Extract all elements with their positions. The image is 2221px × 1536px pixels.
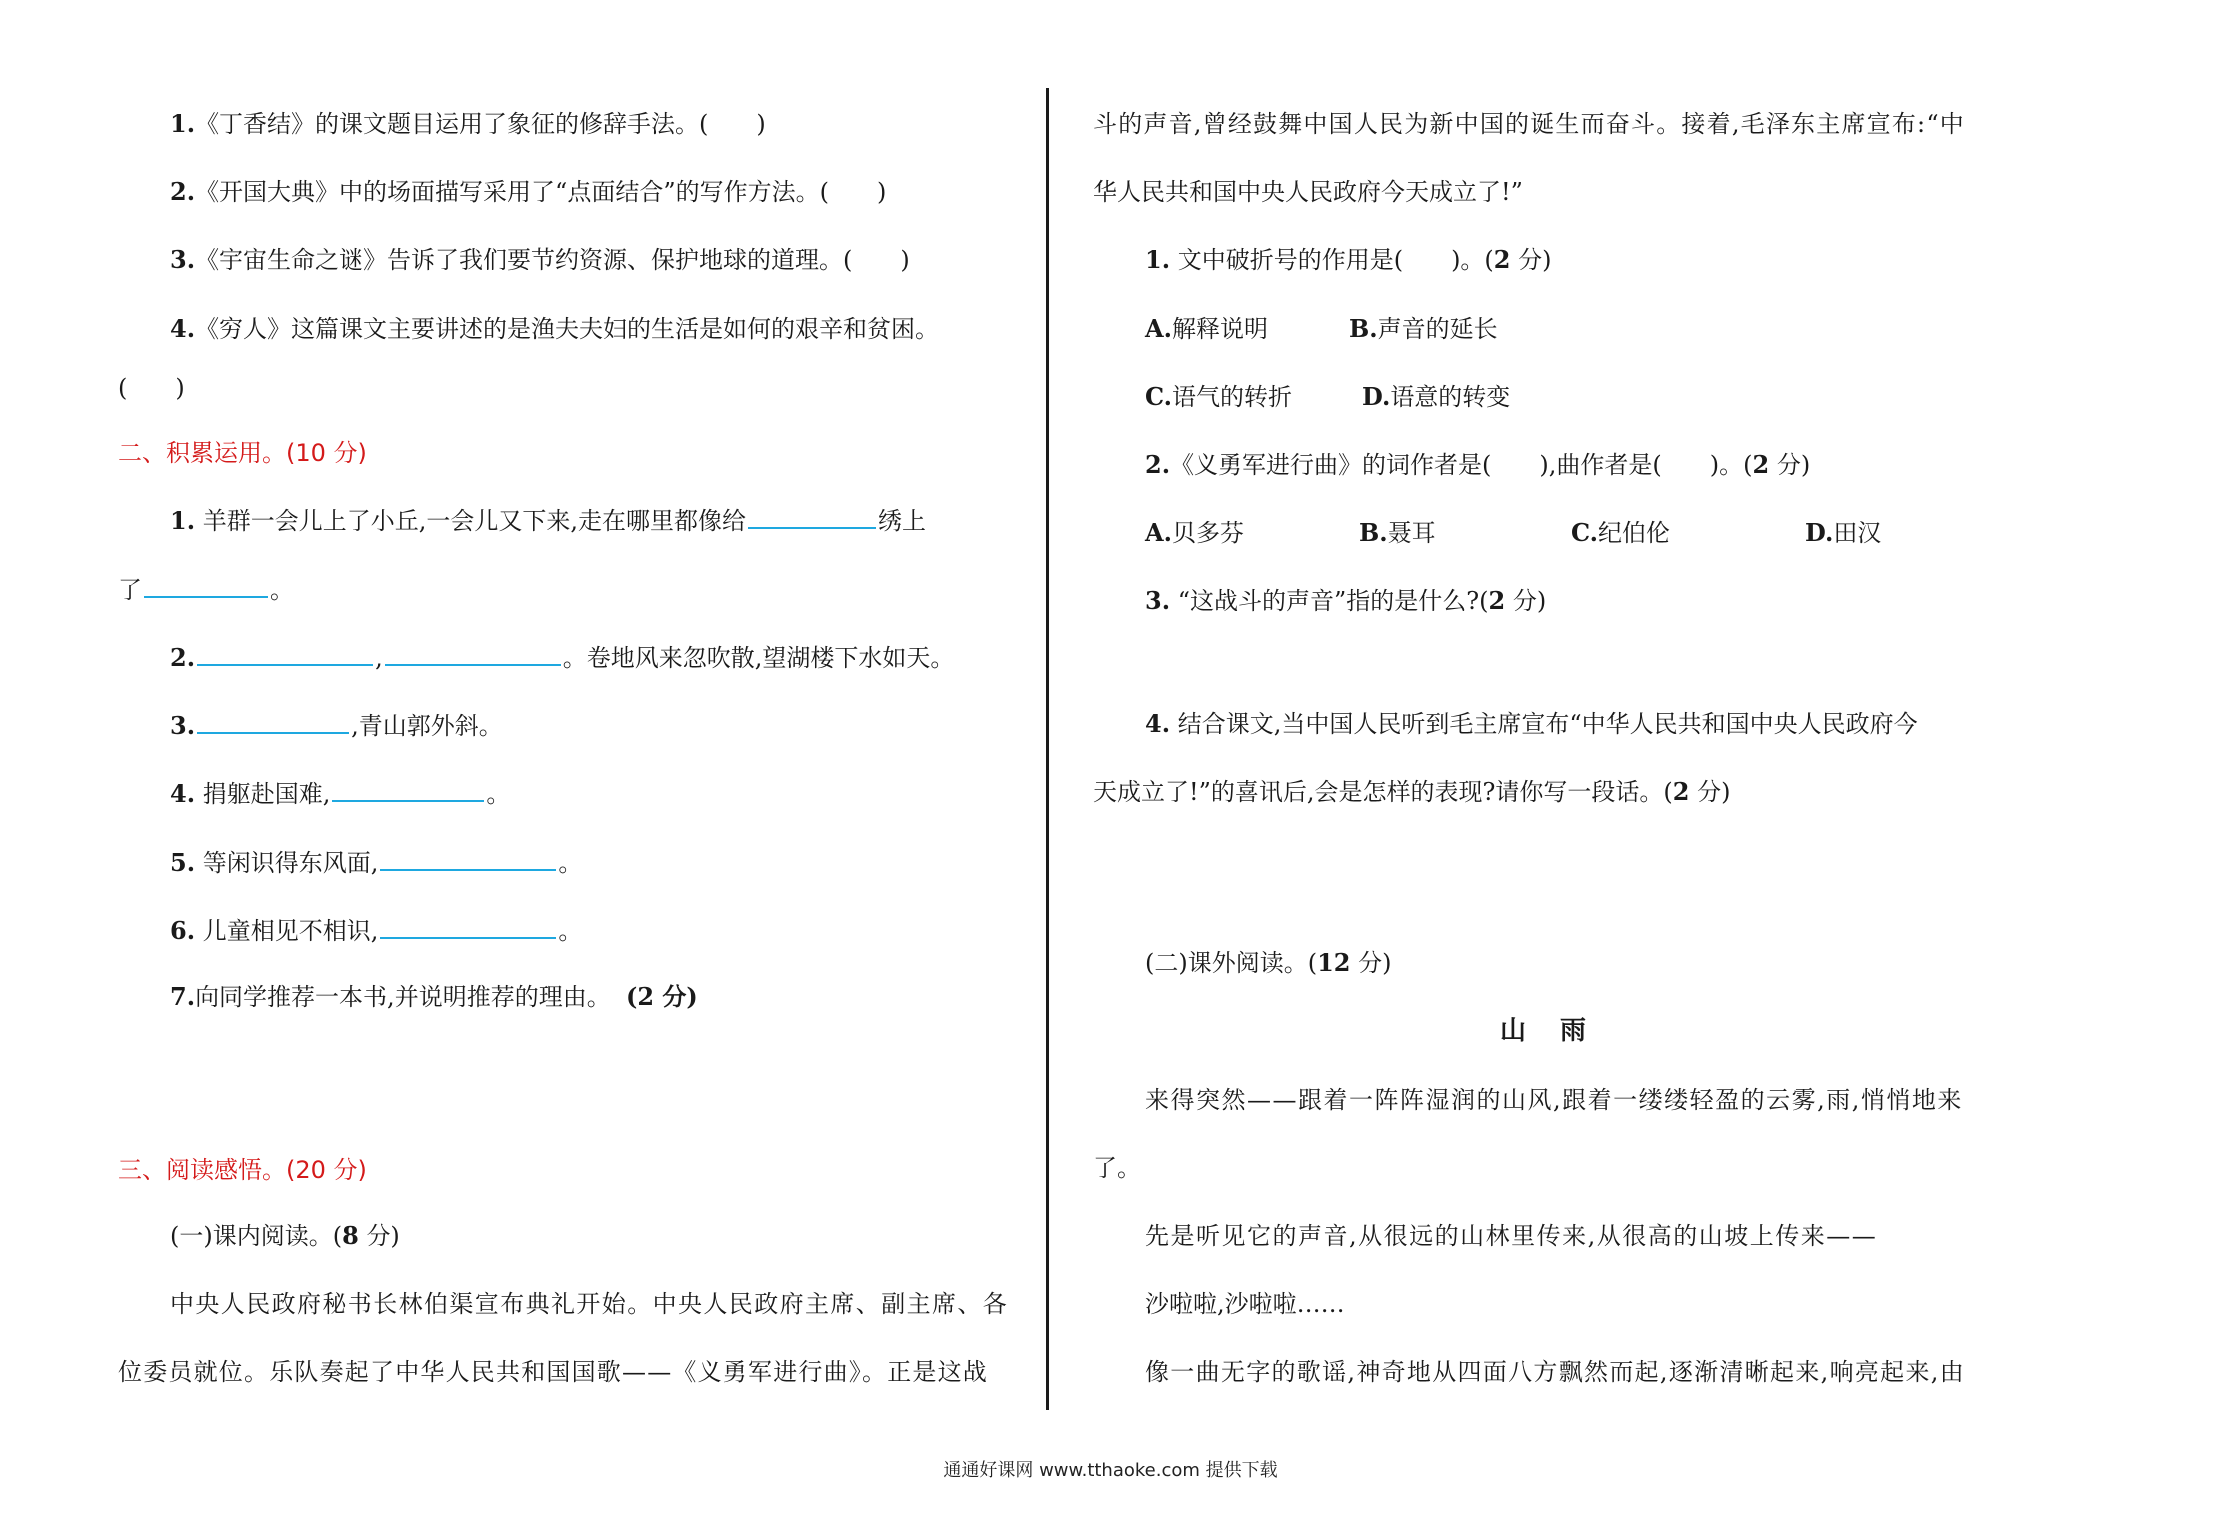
- sub-title-end: 分): [1358, 949, 1392, 977]
- passage-line-3: 斗的声音,曾经鼓舞中国人民为新中国的诞生而奋斗。接着,毛泽东主席宣布:“中: [1093, 110, 1966, 138]
- item-number: 4.: [170, 314, 196, 343]
- q-number: 3.: [170, 711, 196, 740]
- read-q4-cont: [1093, 776, 1731, 808]
- q-number: 4.: [170, 779, 196, 808]
- q-text: 分): [1518, 246, 1552, 274]
- q-text: 了: [118, 576, 142, 604]
- item-text: 《丁香结》的课文题目运用了象征的修辞手法。( ): [195, 110, 766, 138]
- item-number: 3.: [170, 245, 196, 274]
- q-text: 等闲识得东风面,: [202, 849, 379, 877]
- q-text: 文中破折号的作用是( )。(: [1177, 246, 1494, 274]
- section-3-title: 三、阅读感悟。(20 分): [118, 1156, 367, 1184]
- q-number: 4.: [1145, 709, 1171, 738]
- story-paragraph-3: 沙啦啦,沙啦啦……: [1145, 1290, 1345, 1318]
- passage-line-4: 华人民共和国中央人民政府今天成立了!”: [1093, 178, 1523, 206]
- item-text: 《宇宙生命之谜》告诉了我们要节约资源、保护地球的道理。( ): [195, 246, 910, 274]
- q-text: “这战斗的声音”指的是什么?(: [1177, 587, 1489, 615]
- fill-q1: [170, 503, 926, 537]
- fill-q5: [170, 845, 582, 879]
- sub-title-score: 8: [342, 1221, 359, 1250]
- q-text: 。卷地风来忽吹散,望湖楼下水如天。: [562, 644, 955, 672]
- sub-section-2-title: [1145, 947, 1392, 979]
- q-text: 向同学推荐一本书,并说明推荐的理由。: [195, 983, 611, 1011]
- option-text: 田汉: [1833, 519, 1882, 547]
- q1-option-c[interactable]: [1145, 381, 1292, 413]
- option-key: C.: [1145, 382, 1173, 411]
- q1-option-d[interactable]: [1362, 381, 1510, 413]
- judge-item-2: [170, 176, 886, 208]
- q2-option-b[interactable]: [1359, 517, 1436, 549]
- story-paragraph-4: 像一曲无字的歌谣,神奇地从四面八方飘然而起,逐渐清晰起来,响亮起来,由: [1145, 1358, 1966, 1386]
- q-number: 5.: [170, 848, 196, 877]
- option-key: D.: [1805, 518, 1834, 547]
- read-q1: [1145, 244, 1552, 276]
- answer-blank[interactable]: [385, 640, 561, 666]
- option-key: B.: [1359, 518, 1388, 547]
- option-text: 聂耳: [1387, 519, 1436, 547]
- option-text: 语意的转变: [1390, 383, 1511, 411]
- answer-blank[interactable]: [144, 572, 268, 598]
- read-q2: [1145, 449, 1810, 481]
- q-number: 3.: [1145, 586, 1171, 615]
- judge-item-4: [170, 313, 939, 345]
- q-score: (2 分): [625, 982, 698, 1011]
- q-number: 7.: [170, 982, 196, 1011]
- item-text: 《开国大典》中的场面描写采用了“点面结合”的写作方法。( ): [195, 178, 887, 206]
- option-key: C.: [1571, 518, 1599, 547]
- option-key: A.: [1145, 314, 1172, 343]
- q-text: 捐躯赴国难,: [202, 780, 331, 808]
- q-text: 分): [1512, 587, 1547, 615]
- q-score: 2: [1493, 245, 1511, 274]
- q-score: 2: [1488, 586, 1506, 615]
- story-paragraph-1-cont: 了。: [1093, 1154, 1141, 1182]
- answer-blank[interactable]: [197, 708, 349, 734]
- fill-q6: [170, 913, 582, 947]
- sub-section-1-title: [170, 1220, 400, 1252]
- q-score: 2: [1672, 777, 1690, 806]
- judge-item-4-paren: ( ): [118, 374, 185, 402]
- story-paragraph-2: 先是听见它的声音,从很远的山林里传来,从很高的山坡上传来——: [1145, 1222, 1878, 1250]
- q2-option-a[interactable]: [1145, 517, 1244, 549]
- option-text: 贝多芬: [1171, 519, 1244, 547]
- q-text: 。: [270, 576, 294, 604]
- option-text: 解释说明: [1171, 315, 1268, 343]
- read-q4: [1145, 708, 1918, 740]
- q-text: 《义勇军进行曲》的词作者是( ),曲作者是( )。(: [1170, 451, 1753, 479]
- q-text: 绣上: [877, 507, 926, 535]
- q-text: 。: [558, 849, 583, 877]
- answer-blank[interactable]: [197, 640, 373, 666]
- answer-blank[interactable]: [748, 503, 876, 529]
- item-number: 1.: [170, 109, 196, 138]
- q-number: 1.: [1145, 245, 1171, 274]
- q-text: ,: [375, 644, 383, 672]
- fill-q1-cont: [118, 572, 294, 606]
- q2-option-c[interactable]: [1571, 517, 1670, 549]
- option-key: D.: [1362, 382, 1391, 411]
- q-number: 1.: [170, 506, 196, 535]
- q-number: 6.: [170, 916, 196, 945]
- item-number: 2.: [170, 177, 196, 206]
- fill-q3: [170, 708, 503, 742]
- passage-line-1: 中央人民政府秘书长林伯渠宣布典礼开始。中央人民政府主席、副主席、各: [170, 1290, 1009, 1318]
- option-key: B.: [1349, 314, 1378, 343]
- judge-item-3: [170, 244, 910, 276]
- q-text: 儿童相见不相识,: [202, 917, 379, 945]
- q-text: 。: [486, 780, 511, 808]
- option-key: A.: [1145, 518, 1172, 547]
- option-text: 语气的转折: [1172, 383, 1293, 411]
- story-paragraph-1: 来得突然——跟着一阵阵湿润的山风,跟着一缕缕轻盈的云雾,雨,悄悄地来: [1145, 1086, 1963, 1114]
- q-text: 分): [1776, 451, 1811, 479]
- option-text: 声音的延长: [1377, 315, 1498, 343]
- story-title: 山雨: [1500, 1016, 1621, 1046]
- q2-option-d[interactable]: [1805, 517, 1881, 549]
- q-text: ,青山郭外斜。: [351, 712, 503, 740]
- fill-q7: [170, 981, 698, 1013]
- q-text: 分): [1697, 778, 1731, 806]
- item-text: 《穷人》这篇课文主要讲述的是渔夫夫妇的生活是如何的艰辛和贫困。: [195, 315, 940, 343]
- q-score: 2: [1752, 450, 1770, 479]
- passage-line-2: 位委员就位。乐队奏起了中华人民共和国国歌——《义勇军进行曲》。正是这战: [118, 1358, 988, 1386]
- answer-blank[interactable]: [332, 776, 484, 802]
- sub-title-end: 分): [366, 1222, 400, 1250]
- q-text: 。: [558, 917, 583, 945]
- fill-q4: [170, 776, 510, 810]
- answer-blank[interactable]: [380, 845, 556, 871]
- answer-blank[interactable]: [380, 913, 556, 939]
- q-number: 2.: [1145, 450, 1171, 479]
- q-text: 羊群一会儿上了小丘,一会儿又下来,走在哪里都像给: [202, 507, 746, 535]
- sub-title-text: (一)课内阅读。(: [170, 1222, 343, 1250]
- q-text: 结合课文,当中国人民听到毛主席宣布“中华人民共和国中央人民政府今: [1177, 710, 1918, 738]
- read-q3: [1145, 585, 1546, 617]
- section-2-title: 二、积累运用。(10 分): [118, 439, 367, 467]
- judge-item-1: [170, 108, 766, 140]
- q1-option-a[interactable]: [1145, 313, 1268, 345]
- sub-title-text: (二)课外阅读。(: [1145, 949, 1318, 977]
- column-divider: [1046, 88, 1049, 1410]
- footer-credit: 通通好课网 www.tthaoke.com 提供下载: [943, 1460, 1278, 1481]
- q1-option-b[interactable]: [1349, 313, 1498, 345]
- q-text: 天成立了!”的喜讯后,会是怎样的表现?请你写一段话。(: [1093, 778, 1673, 806]
- fill-q2: [170, 640, 954, 674]
- option-text: 纪伯伦: [1598, 519, 1671, 547]
- q-number: 2.: [170, 643, 196, 672]
- sub-title-score: 12: [1317, 948, 1351, 977]
